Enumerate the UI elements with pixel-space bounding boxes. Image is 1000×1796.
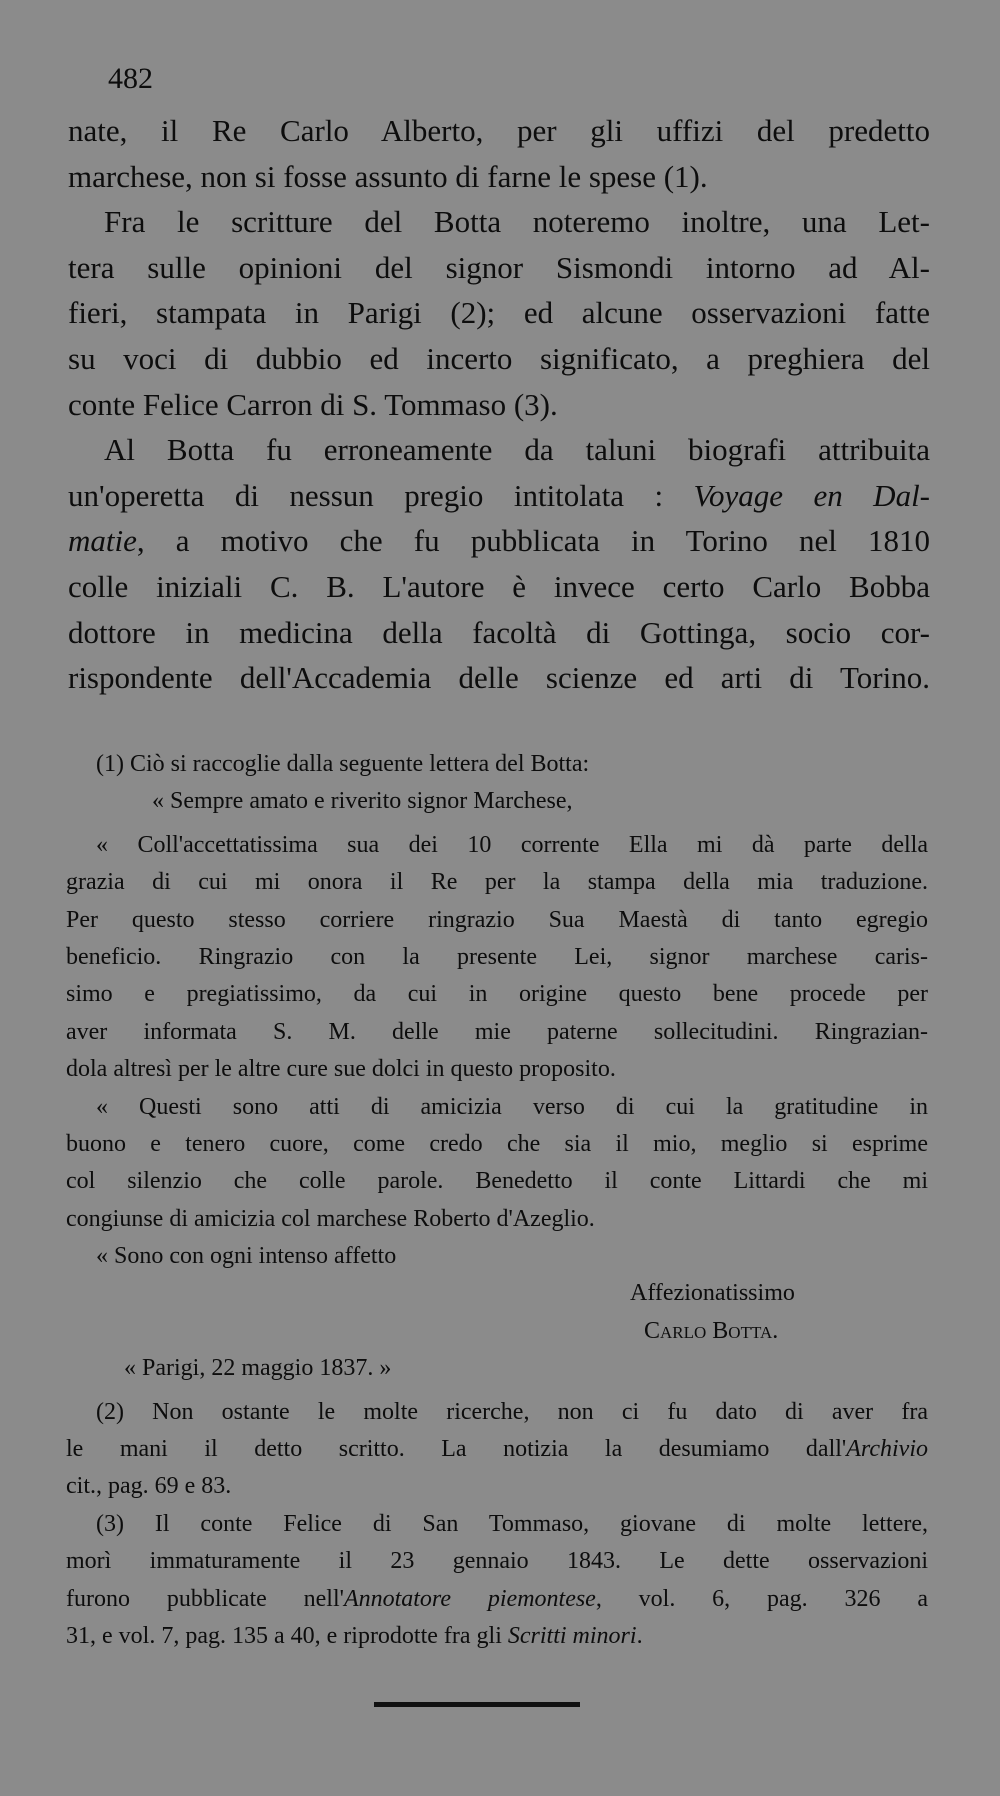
footnote-line: simo e pregiatissimo, da cui in origine questo bene procede per [66, 981, 928, 1008]
footnote-line: col silenzio che colle parole. Benedetto il conte Littardi che mi [66, 1168, 928, 1195]
signature-closing: Affezionatissimo [630, 1280, 795, 1307]
page-number: 482 [108, 62, 153, 95]
body-line-text: un'operetta di nessun pregio intitolata : [68, 477, 694, 513]
footnote-line-text: , vol. 6, pag. 326 a [595, 1585, 928, 1612]
body-line: dottore in medicina della facoltà di Gottinga, socio cor- [68, 614, 930, 650]
footnote-line-text: le mani il detto scritto. La notizia la desumiamo dall' [66, 1436, 847, 1463]
footnote-line: aver informata S. M. delle mie paterne sollecitudini. Ringrazian- [66, 1018, 928, 1045]
footnote-line: morì immaturamente il 23 gennaio 1843. Le dette osservazioni [66, 1548, 928, 1575]
main-text [68, 108, 930, 701]
footnote-line: grazia di cui mi onora il Re per la stampa della mia traduzione. [66, 869, 928, 896]
footnote-line [66, 1431, 928, 1468]
source-title-italic: Scritti minori [507, 1622, 637, 1649]
body-line: colle iniziali C. B. L'autore è invece certo Carlo Bobba [68, 568, 930, 604]
footnote-line: (3) Il conte Felice di San Tommaso, giovane di molte lettere, [96, 1510, 928, 1537]
source-title-italic: Archivio [846, 1436, 928, 1463]
body-line: rispondente dell'Accademia delle scienze ed arti di Torino. [68, 660, 930, 696]
body-line [68, 473, 930, 519]
footnote-line: « Sono con ogni intenso affetto [96, 1243, 397, 1270]
footnote-line: cit., pag. 69 e 83. [66, 1473, 232, 1500]
book-title-italic: matie [68, 523, 137, 559]
body-line: nate, il Re Carlo Alberto, per gli uffizi del predetto [68, 113, 930, 148]
footnote-line [66, 1618, 928, 1655]
body-line: Al Botta fu erroneamente da taluni biografi attribuita [104, 432, 930, 468]
footnote-line: Per questo stesso corriere ringrazio Sua Maestà di tanto egregio [66, 906, 928, 933]
body-line: marchese, non si fosse assunto di farne le spese (1). [68, 158, 708, 194]
footnote-line: congiunse di amicizia col marchese Roberto d'Azeglio. [66, 1205, 595, 1232]
footnote-line: buono e tenero cuore, come credo che sia il mio, meglio si esprime [66, 1130, 928, 1157]
end-rule [374, 1702, 580, 1707]
footnote-line: dola altresì per le altre cure sue dolci in questo proposito. [66, 1056, 616, 1083]
footnote-line: (1) Ciò si raccoglie dalla seguente lettera del Botta: [96, 751, 590, 777]
footnote-line-text: . [636, 1622, 643, 1649]
body-line: su voci di dubbio ed incerto significato, a preghiera del [68, 340, 930, 376]
footnote-3 [66, 1506, 928, 1656]
body-line: fieri, stampata in Parigi (2); ed alcune osservazioni fatte [68, 295, 930, 331]
footnote-line: (2) Non ostante le molte ricerche, non ci fu dato di aver fra [96, 1398, 928, 1425]
body-line: tera sulle opinioni del signor Sismondi intorno ad Al- [68, 249, 930, 285]
footnotes [66, 746, 928, 1655]
source-title-italic: Annotatore piemontese [343, 1585, 596, 1612]
body-line [68, 518, 930, 564]
footnote-line: beneficio. Ringrazio con la presente Lei, signor marchese caris- [66, 943, 928, 970]
body-line: conte Felice Carron di S. Tommaso (3). [68, 386, 558, 422]
footnote-line [66, 1581, 928, 1618]
body-line: Fra le scritture del Botta noteremo inoltre, una Let- [104, 204, 930, 240]
footnote-2 [66, 1394, 928, 1506]
body-line-text: , a motivo che fu pubblicata in Torino nel 1810 [136, 523, 930, 559]
book-title-italic: Voyage en Dal- [693, 477, 930, 513]
footnote-line: « Questi sono atti di amicizia verso di cui la gratitudine in [96, 1093, 928, 1120]
footnote-line: « Sempre amato e riverito signor Marchese, [152, 788, 573, 815]
footnote-1 [66, 746, 928, 1388]
letter-date: « Parigi, 22 maggio 1837. » [124, 1355, 392, 1382]
footnote-line-text: 31, e vol. 7, pag. 135 a 40, e riprodotte fra gli [66, 1622, 508, 1649]
footnote-line-text: furono pubblicate nell' [66, 1585, 344, 1612]
signature-name: Carlo Botta. [644, 1317, 779, 1344]
footnote-line: « Coll'accettatissima sua dei 10 corrente Ella mi dà parte della [96, 831, 928, 858]
